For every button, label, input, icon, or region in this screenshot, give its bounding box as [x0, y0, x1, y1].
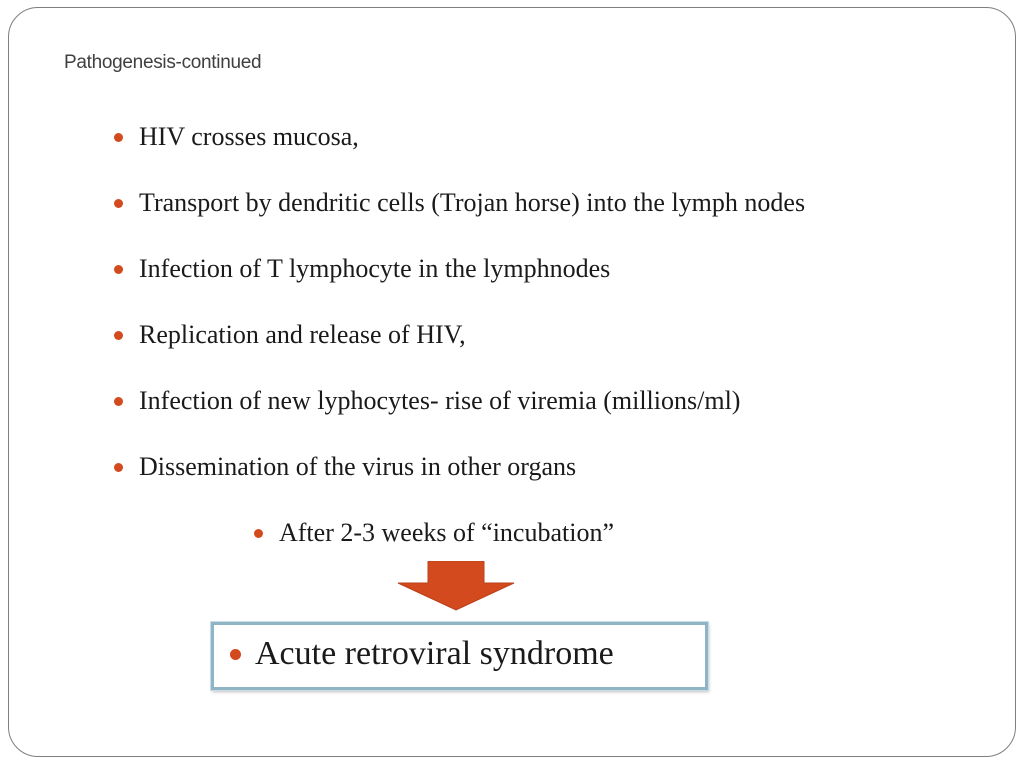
bullet-item — [114, 122, 359, 152]
callout-bullet — [230, 635, 614, 673]
down-arrow-icon — [396, 561, 516, 611]
bullet-item — [114, 320, 466, 350]
bullet-dot-icon — [114, 265, 123, 274]
callout-text: Acute retroviral syndrome — [255, 635, 614, 672]
bullet-text: Infection of new lyphocytes- rise of viremia (millions/ml) — [139, 386, 741, 415]
bullet-text: Infection of T lymphocyte in the lymphnodes — [139, 254, 611, 283]
bullet-text: Transport by dendritic cells (Trojan horse) into the lymph nodes — [139, 188, 806, 217]
bullet-text: HIV crosses mucosa, — [139, 122, 359, 151]
bullet-dot-icon — [230, 649, 241, 660]
bullet-item — [114, 254, 610, 284]
bullet-dot-icon — [114, 133, 123, 142]
bullet-item — [114, 452, 576, 482]
bullet-dot-icon — [114, 199, 123, 208]
bullet-item — [114, 386, 740, 416]
bullet-item — [114, 188, 805, 218]
slide-title: Pathogenesis-continued — [64, 52, 262, 73]
sub-bullet-text: After 2-3 weeks of “incubation” — [279, 518, 614, 547]
bullet-dot-icon — [114, 397, 123, 406]
bullet-dot-icon — [114, 331, 123, 340]
sub-bullet-item — [254, 518, 614, 548]
bullet-dot-icon — [114, 463, 123, 472]
bullet-text: Replication and release of HIV, — [139, 320, 466, 349]
bullet-dot-icon — [254, 529, 263, 538]
callout-box — [211, 622, 708, 690]
bullet-text: Dissemination of the virus in other organs — [139, 452, 577, 481]
